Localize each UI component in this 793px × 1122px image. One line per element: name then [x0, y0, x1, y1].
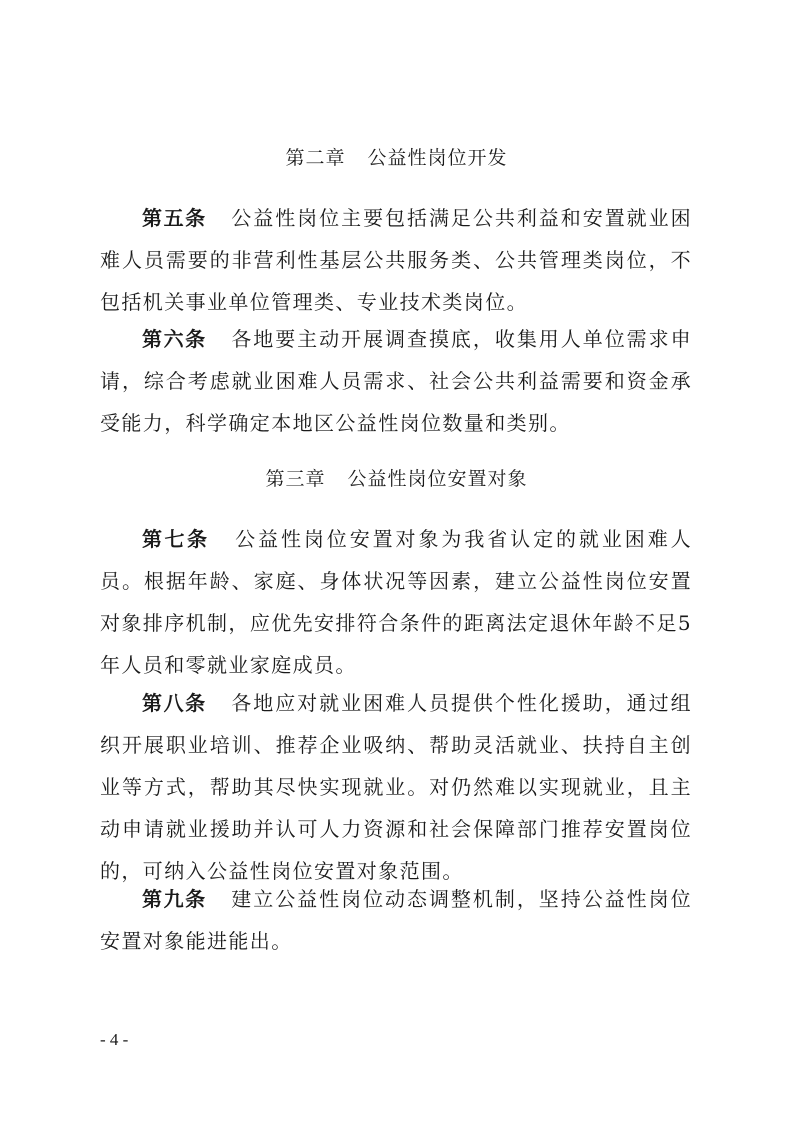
article-8-label: 第八条 [142, 691, 207, 715]
article-8-text: 各地应对就业困难人员提供个性化援助，通过组织开展职业培训、推荐企业吸纳、帮助灵活就业、扶持自主创业等方式，帮助其尽快实现就业。对仍然难以实现就业，且主动申请就业援助并认可人力资源和社会保障部门推荐安置岗位的，可纳入公益性岗位安置对象范围。 [100, 691, 692, 883]
article-7-text: 公益性岗位安置对象为我省认定的就业困难人员。根据年龄、家庭、身体状况等因素，建立公益性岗位安置对象排序机制，应优先安排符合条件的距离法定退休年龄不足5年人员和零就业家庭成员。 [100, 527, 693, 677]
article-6 [100, 318, 692, 444]
chapter-3-number: 第三章 [265, 468, 326, 490]
article-7-label: 第七条 [142, 527, 210, 551]
article-5-label: 第五条 [142, 206, 207, 230]
article-8 [100, 682, 692, 892]
article-9 [100, 878, 692, 962]
article-5 [100, 197, 692, 323]
article-6-text: 各地要主动开展调查摸底，收集用人单位需求申请，综合考虑就业困难人员需求、社会公共利益需要和资金承受能力，科学确定本地区公益性岗位数量和类别。 [100, 327, 692, 435]
article-7 [100, 518, 692, 686]
chapter-3-heading [0, 467, 793, 491]
article-5-text: 公益性岗位主要包括满足公共利益和安置就业困难人员需要的非营利性基层公共服务类、公共管理类岗位，不包括机关事业单位管理类、专业技术类岗位。 [100, 206, 692, 314]
article-6-label: 第六条 [142, 327, 207, 351]
chapter-2-heading [0, 146, 793, 170]
chapter-2-number: 第二章 [285, 147, 346, 169]
chapter-2-title: 公益性岗位开发 [367, 147, 508, 169]
page-number: - 4 - [100, 1030, 129, 1049]
article-9-label: 第九条 [142, 887, 207, 911]
chapter-3-title: 公益性岗位安置对象 [347, 468, 528, 490]
article-9-text: 建立公益性岗位动态调整机制，坚持公益性岗位安置对象能进能出。 [100, 887, 692, 953]
